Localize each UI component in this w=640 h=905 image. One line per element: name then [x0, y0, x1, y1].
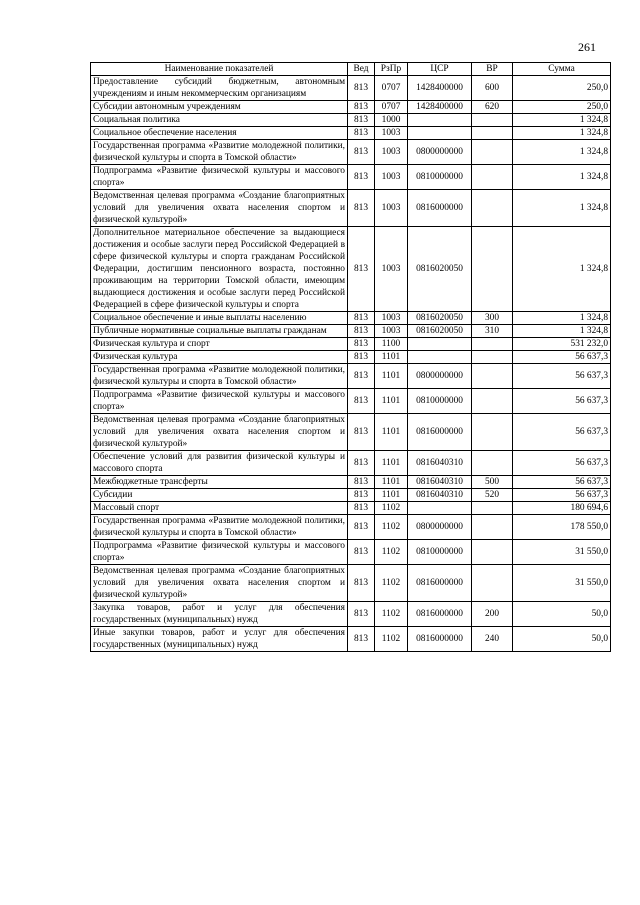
row-sum: 56 637,3 [513, 414, 611, 451]
row-csr: 0816040310 [408, 476, 472, 489]
row-csr: 0816000000 [408, 190, 472, 227]
row-vr [472, 389, 513, 414]
row-csr [408, 127, 472, 140]
row-vr [472, 114, 513, 127]
row-rzpr: 1102 [375, 502, 408, 515]
row-csr: 0800000000 [408, 364, 472, 389]
row-sum: 180 694,6 [513, 502, 611, 515]
row-name: Подпрограмма «Развитие физической культуры и массового спорта» [91, 389, 348, 414]
table-row [91, 76, 611, 101]
row-ved: 813 [348, 127, 375, 140]
row-sum: 56 637,3 [513, 351, 611, 364]
row-name: Подпрограмма «Развитие физической культуры и массового спорта» [91, 165, 348, 190]
row-sum: 1 324,8 [513, 165, 611, 190]
row-name: Социальная политика [91, 114, 348, 127]
row-sum: 1 324,8 [513, 227, 611, 312]
row-rzpr: 1000 [375, 114, 408, 127]
budget-table [90, 62, 611, 652]
row-vr: 620 [472, 101, 513, 114]
page-number: 261 [578, 40, 596, 54]
row-sum: 31 550,0 [513, 565, 611, 602]
row-rzpr: 1003 [375, 165, 408, 190]
row-vr [472, 227, 513, 312]
row-csr [408, 114, 472, 127]
row-vr: 600 [472, 76, 513, 101]
row-vr [472, 338, 513, 351]
row-ved: 813 [348, 190, 375, 227]
row-name: Обеспечение условий для развития физической культуры и массового спорта [91, 451, 348, 476]
row-ved: 813 [348, 364, 375, 389]
row-ved: 813 [348, 502, 375, 515]
table-row [91, 114, 611, 127]
row-ved: 813 [348, 325, 375, 338]
table-row [91, 190, 611, 227]
row-csr: 0816020050 [408, 325, 472, 338]
row-vr [472, 502, 513, 515]
row-rzpr: 1101 [375, 476, 408, 489]
table-row [91, 351, 611, 364]
row-sum: 1 324,8 [513, 114, 611, 127]
row-sum: 1 324,8 [513, 190, 611, 227]
row-ved: 813 [348, 338, 375, 351]
row-name: Социальное обеспечение и иные выплаты населению [91, 312, 348, 325]
row-vr: 240 [472, 627, 513, 652]
row-ved: 813 [348, 227, 375, 312]
row-rzpr: 1003 [375, 190, 408, 227]
table-row [91, 451, 611, 476]
row-rzpr: 1003 [375, 127, 408, 140]
row-rzpr: 1101 [375, 351, 408, 364]
row-ved: 813 [348, 165, 375, 190]
row-vr [472, 540, 513, 565]
row-sum: 531 232,0 [513, 338, 611, 351]
row-csr: 0816000000 [408, 602, 472, 627]
row-vr [472, 565, 513, 602]
row-name: Подпрограмма «Развитие физической культуры и массового спорта» [91, 540, 348, 565]
row-name: Физическая культура и спорт [91, 338, 348, 351]
row-csr: 0816020050 [408, 227, 472, 312]
row-name: Закупка товаров, работ и услуг для обеспечения государственных (муниципальных) нужд [91, 602, 348, 627]
row-vr [472, 364, 513, 389]
row-vr [472, 190, 513, 227]
row-csr: 0816000000 [408, 565, 472, 602]
row-vr: 200 [472, 602, 513, 627]
header-name: Наименование показателей [91, 63, 348, 76]
row-sum: 178 550,0 [513, 515, 611, 540]
row-ved: 813 [348, 351, 375, 364]
header-csr: ЦСР [408, 63, 472, 76]
row-rzpr: 1101 [375, 414, 408, 451]
row-rzpr: 1003 [375, 312, 408, 325]
row-vr [472, 140, 513, 165]
header-sum: Сумма [513, 63, 611, 76]
row-ved: 813 [348, 565, 375, 602]
row-sum: 31 550,0 [513, 540, 611, 565]
row-name: Ведомственная целевая программа «Создание благоприятных условий для увеличения охвата населения спортом и физической культурой» [91, 190, 348, 227]
row-name: Субсидии автономным учреждениям [91, 101, 348, 114]
row-rzpr: 1101 [375, 489, 408, 502]
row-rzpr: 1102 [375, 627, 408, 652]
row-rzpr: 0707 [375, 76, 408, 101]
row-rzpr: 1102 [375, 602, 408, 627]
row-vr [472, 127, 513, 140]
row-ved: 813 [348, 101, 375, 114]
row-vr [472, 165, 513, 190]
row-vr: 300 [472, 312, 513, 325]
row-name: Предоставление субсидий бюджетным, автономным учреждениям и иным некоммерческим организациям [91, 76, 348, 101]
table-row [91, 602, 611, 627]
row-csr: 0816000000 [408, 414, 472, 451]
row-csr: 0816000000 [408, 627, 472, 652]
row-csr: 1428400000 [408, 76, 472, 101]
row-vr [472, 414, 513, 451]
row-rzpr: 1102 [375, 565, 408, 602]
row-csr: 0800000000 [408, 515, 472, 540]
row-ved: 813 [348, 540, 375, 565]
table-row [91, 565, 611, 602]
table-row [91, 338, 611, 351]
row-sum: 56 637,3 [513, 451, 611, 476]
row-vr: 310 [472, 325, 513, 338]
row-vr [472, 515, 513, 540]
table-row [91, 101, 611, 114]
row-rzpr: 1101 [375, 389, 408, 414]
row-name: Физическая культура [91, 351, 348, 364]
row-name: Государственная программа «Развитие молодежной политики, физической культуры и спорта в Томской области» [91, 515, 348, 540]
row-rzpr: 1100 [375, 338, 408, 351]
row-csr: 0816040310 [408, 451, 472, 476]
table-row [91, 515, 611, 540]
row-csr: 0810000000 [408, 540, 472, 565]
table-row [91, 414, 611, 451]
row-ved: 813 [348, 489, 375, 502]
row-csr: 0816040310 [408, 489, 472, 502]
table-row [91, 489, 611, 502]
row-sum: 250,0 [513, 101, 611, 114]
row-ved: 813 [348, 389, 375, 414]
table-body [91, 76, 611, 652]
row-csr: 0810000000 [408, 389, 472, 414]
row-rzpr: 1003 [375, 140, 408, 165]
row-sum: 56 637,3 [513, 364, 611, 389]
row-name: Межбюджетные трансферты [91, 476, 348, 489]
header-rzpr: РзПр [375, 63, 408, 76]
row-vr [472, 451, 513, 476]
row-sum: 1 324,8 [513, 325, 611, 338]
row-ved: 813 [348, 114, 375, 127]
row-ved: 813 [348, 476, 375, 489]
row-csr [408, 351, 472, 364]
row-name: Иные закупки товаров, работ и услуг для обеспечения государственных (муниципальных) нужд [91, 627, 348, 652]
header-vr: ВР [472, 63, 513, 76]
row-name: Ведомственная целевая программа «Создание благоприятных условий для увеличения охвата населения спортом и физической культурой» [91, 565, 348, 602]
table-row [91, 227, 611, 312]
row-sum: 50,0 [513, 602, 611, 627]
header-ved: Вед [348, 63, 375, 76]
row-sum: 56 637,3 [513, 476, 611, 489]
row-ved: 813 [348, 627, 375, 652]
row-vr: 520 [472, 489, 513, 502]
table-row [91, 312, 611, 325]
table-row [91, 540, 611, 565]
row-csr [408, 502, 472, 515]
row-rzpr: 1102 [375, 515, 408, 540]
row-ved: 813 [348, 140, 375, 165]
row-sum: 1 324,8 [513, 140, 611, 165]
row-csr: 0816020050 [408, 312, 472, 325]
row-ved: 813 [348, 515, 375, 540]
table-row [91, 364, 611, 389]
row-ved: 813 [348, 76, 375, 101]
row-rzpr: 1003 [375, 325, 408, 338]
table-row [91, 627, 611, 652]
row-rzpr: 1003 [375, 227, 408, 312]
table-row [91, 325, 611, 338]
row-vr: 500 [472, 476, 513, 489]
row-name: Ведомственная целевая программа «Создание благоприятных условий для увеличения охвата населения спортом и физической культурой» [91, 414, 348, 451]
row-name: Массовый спорт [91, 502, 348, 515]
table-row [91, 127, 611, 140]
row-rzpr: 1101 [375, 364, 408, 389]
row-rzpr: 1101 [375, 451, 408, 476]
row-sum: 56 637,3 [513, 389, 611, 414]
row-csr: 0800000000 [408, 140, 472, 165]
row-sum: 50,0 [513, 627, 611, 652]
row-name: Дополнительное материальное обеспечение за выдающиеся достижения и особые заслуги перед Российской Федерацией в сфере физической культуры и спорта гражданам Российской Федерации, достигшим пенсионного возраста, постоянно проживающим на территории Томской области, имеющим выдающиеся достижения и особые заслуги перед Российской Федерацией в сфере физической культуры и спорта [91, 227, 348, 312]
row-name: Государственная программа «Развитие молодежной политики, физической культуры и спорта в Томской области» [91, 140, 348, 165]
table-row [91, 165, 611, 190]
row-ved: 813 [348, 414, 375, 451]
row-sum: 56 637,3 [513, 489, 611, 502]
row-vr [472, 351, 513, 364]
row-name: Публичные нормативные социальные выплаты гражданам [91, 325, 348, 338]
row-name: Субсидии [91, 489, 348, 502]
row-csr [408, 338, 472, 351]
row-ved: 813 [348, 602, 375, 627]
table-row [91, 502, 611, 515]
table-row [91, 476, 611, 489]
row-sum: 1 324,8 [513, 127, 611, 140]
row-name: Социальное обеспечение населения [91, 127, 348, 140]
table-row [91, 389, 611, 414]
row-rzpr: 1102 [375, 540, 408, 565]
row-sum: 250,0 [513, 76, 611, 101]
table-row [91, 140, 611, 165]
table-header-row [91, 63, 611, 76]
row-rzpr: 0707 [375, 101, 408, 114]
row-sum: 1 324,8 [513, 312, 611, 325]
row-name: Государственная программа «Развитие молодежной политики, физической культуры и спорта в Томской области» [91, 364, 348, 389]
row-csr: 0810000000 [408, 165, 472, 190]
row-ved: 813 [348, 451, 375, 476]
row-ved: 813 [348, 312, 375, 325]
row-csr: 1428400000 [408, 101, 472, 114]
